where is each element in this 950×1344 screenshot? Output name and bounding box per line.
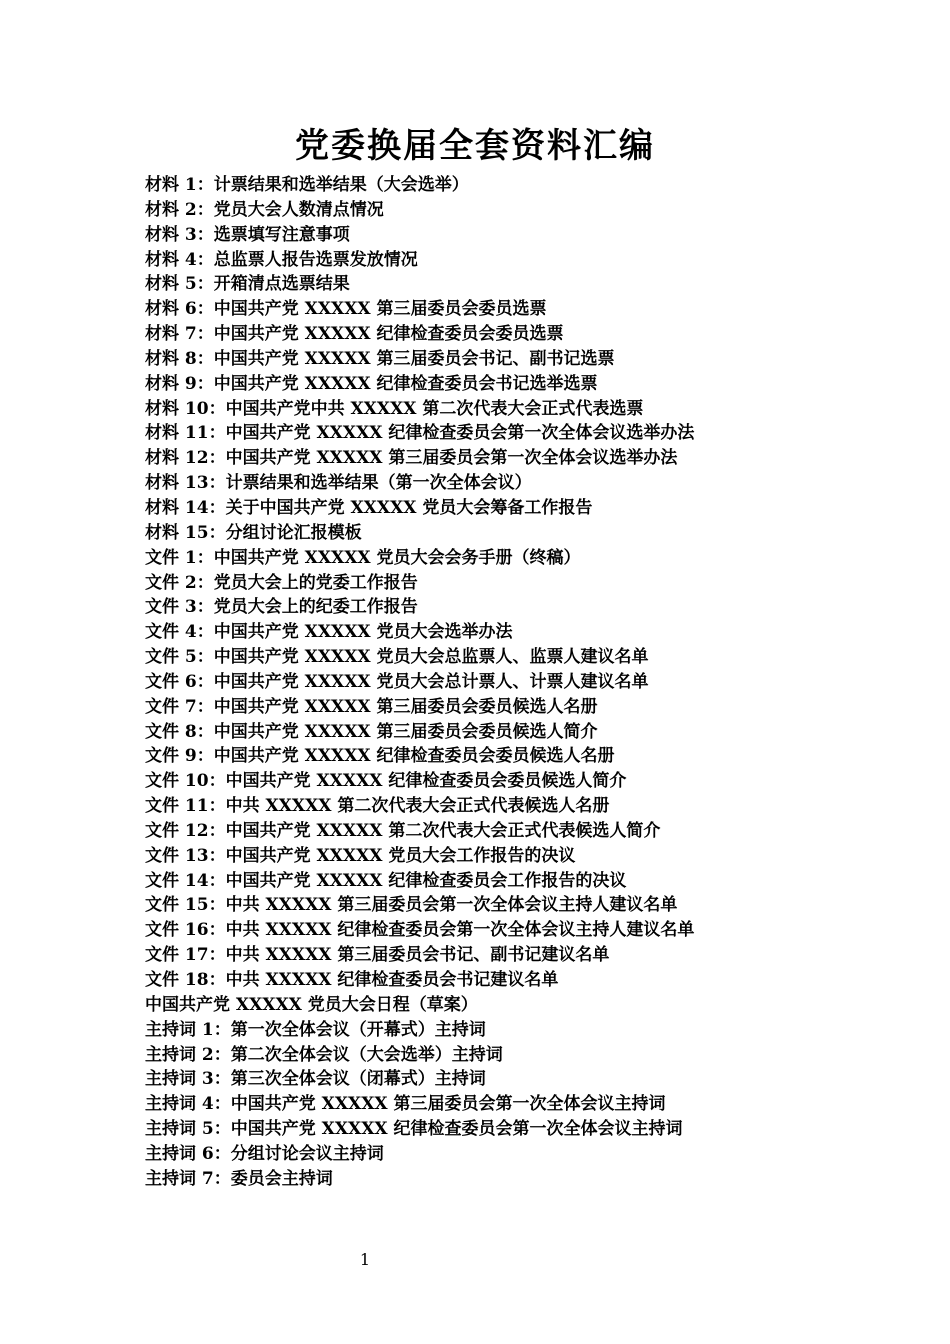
list-item: 文件 2：党员大会上的党委工作报告: [145, 572, 418, 593]
list-item: 材料 12：中国共产党 XXXXX 第三届委员会第一次全体会议选举办法: [145, 448, 678, 469]
document-title: 党委换届全套资料汇编: [295, 126, 655, 166]
list-item: 材料 8：中国共产党 XXXXX 第三届委员会书记、副书记选票: [145, 348, 615, 369]
list-item: 材料 4：总监票人报告选票发放情况: [145, 249, 418, 270]
list-item: 文件 1：中国共产党 XXXXX 党员大会会务手册（终稿）: [145, 547, 581, 568]
list-item: 材料 15：分组讨论汇报模板: [145, 522, 362, 543]
list-item: 主持词 7：委员会主持词: [145, 1168, 333, 1189]
list-item: 文件 15：中共 XXXXX 第三届委员会第一次全体会议主持人建议名单: [145, 895, 678, 916]
page-number: 1: [359, 1250, 371, 1269]
list-item: 文件 17：中共 XXXXX 第三届委员会书记、副书记建议名单: [145, 945, 610, 966]
list-item: 文件 7：中国共产党 XXXXX 第三届委员会委员候选人名册: [145, 696, 598, 717]
list-item: 文件 16：中共 XXXXX 纪律检查委员会第一次全体会议主持人建议名单: [145, 920, 695, 941]
list-item: 文件 9：中国共产党 XXXXX 纪律检查委员会委员候选人名册: [145, 746, 615, 767]
list-item: 材料 2：党员大会人数清点情况: [145, 199, 384, 220]
list-item: 文件 12：中国共产党 XXXXX 第二次代表大会正式代表候选人简介: [145, 820, 661, 841]
list-item: 材料 10：中国共产党中共 XXXXX 第二次代表大会正式代表选票: [145, 398, 644, 419]
list-item: 材料 9：中国共产党 XXXXX 纪律检查委员会书记选举选票: [145, 373, 598, 394]
list-item: 主持词 6：分组讨论会议主持词: [145, 1143, 384, 1164]
list-item: 文件 5：中国共产党 XXXXX 党员大会总监票人、监票人建议名单: [145, 647, 649, 668]
list-item: 材料 11：中国共产党 XXXXX 纪律检查委员会第一次全体会议选举办法: [145, 423, 695, 444]
list-item: 材料 6：中国共产党 XXXXX 第三届委员会委员选票: [145, 299, 547, 320]
list-item: 中国共产党 XXXXX 党员大会日程（草案）: [145, 994, 478, 1015]
list-item: 主持词 2：第二次全体会议（大会选举）主持词: [145, 1044, 503, 1065]
list-item: 文件 8：中国共产党 XXXXX 第三届委员会委员候选人简介: [145, 721, 598, 742]
list-item: 材料 1：计票结果和选举结果（大会选举）: [145, 175, 469, 195]
list-item: 文件 6：中国共产党 XXXXX 党员大会总计票人、计票人建议名单: [145, 671, 649, 692]
list-item: 文件 18：中共 XXXXX 纪律检查委员会书记建议名单: [145, 970, 559, 990]
list-item: 材料 5：开箱清点选票结果: [145, 274, 350, 295]
list-item: 材料 14：关于中国共产党 XXXXX 党员大会筹备工作报告: [145, 497, 593, 518]
list-item: 主持词 3：第三次全体会议（闭幕式）主持词: [145, 1069, 486, 1090]
list-item: 材料 7：中国共产党 XXXXX 纪律检查委员会委员选票: [145, 324, 564, 345]
list-item: 主持词 4：中国共产党 XXXXX 第三届委员会第一次全体会议主持词: [145, 1094, 666, 1115]
contents-list: [145, 173, 905, 1192]
list-item: 材料 13：计票结果和选举结果（第一次全体会议）: [145, 473, 532, 494]
list-item: 文件 14：中国共产党 XXXXX 纪律检查委员会工作报告的决议: [145, 870, 627, 891]
list-item: 文件 13：中国共产党 XXXXX 党员大会工作报告的决议: [145, 845, 576, 866]
list-item: 文件 11：中共 XXXXX 第二次代表大会正式代表候选人名册: [145, 796, 610, 817]
list-item: 材料 3：选票填写注意事项: [145, 224, 350, 245]
list-item: 文件 10：中国共产党 XXXXX 纪律检查委员会委员候选人简介: [145, 771, 627, 792]
list-item: 文件 4：中国共产党 XXXXX 党员大会选举办法: [145, 622, 513, 643]
list-item: 文件 3：党员大会上的纪委工作报告: [145, 597, 418, 618]
list-item: 主持词 1：第一次全体会议（开幕式）主持词: [145, 1019, 486, 1040]
list-item: 主持词 5：中国共产党 XXXXX 纪律检查委员会第一次全体会议主持词: [145, 1119, 683, 1140]
